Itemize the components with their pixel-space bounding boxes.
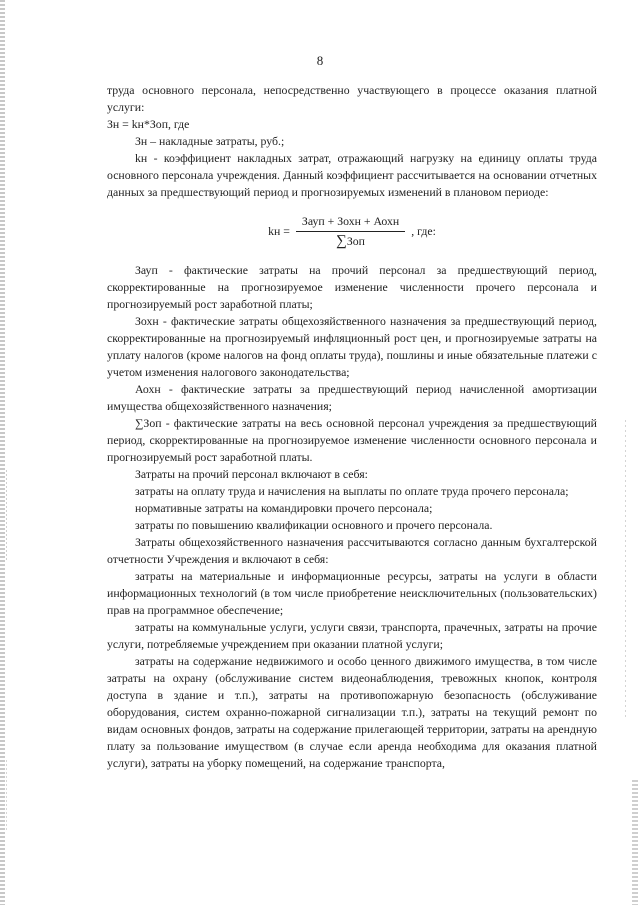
list-item: нормативные затраты на командировки прочего персонала; <box>135 501 433 515</box>
formula-fraction <box>296 213 405 250</box>
paragraph-intro: труда основного персонала, непосредственно участвующего в процессе оказания платной услуги: <box>107 83 597 114</box>
page-number: 8 <box>316 53 324 68</box>
paragraph-general-costs: Затраты общехозяйственного назначения рассчитываются согласно данным бухгалтерской отчетности Учреждения и включают в себя: <box>107 535 597 566</box>
list-item: затраты по повышению квалификации основного и прочего персонала. <box>135 518 493 532</box>
scan-mark-right <box>625 420 626 720</box>
formula-lhs: kн = <box>268 224 290 238</box>
list-item: затраты на коммунальные услуги, услуги связи, транспорта, прачечных, затраты на прочие услуги, потребляемые учреждением при оказании платной услуги; <box>107 620 597 651</box>
formula-denominator-term: Зоп <box>346 234 365 248</box>
list-item: затраты на оплату труда и начисления на выплаты по оплате труда прочего персонала; <box>135 484 569 498</box>
scan-edge-left <box>0 0 5 905</box>
scan-mark-left-lower <box>6 760 7 830</box>
definition-zohn: Зохн - фактические затраты общехозяйственного назначения за предшествующий период, скорректированные на прогнозируемый инфляционный рост цен, и прогнозируемые затраты на уплату налогов (кроме налогов на фонд оплаты труда), пошлины и иные обязательные платежи с учетом изменения налогового законодательства; <box>107 314 597 379</box>
definition-kn: kн - коэффициент накладных затрат, отражающий нагрузку на единицу оплаты труда основного персонала учреждения. Данный коэффициент рассчитывается на основании отчетных данных за предшествующий период и прогнозируемых изменений в плановом периоде: <box>107 151 597 199</box>
formula-denominator <box>336 232 365 250</box>
list-item: затраты на материальные и информационные ресурсы, затраты на услуги в области информационных технологий (в том числе приобретение неисключительных (пользовательских) прав на программное обеспечение; <box>107 569 597 617</box>
scan-edge-right <box>632 780 638 905</box>
definition-zn: Зн – накладные затраты, руб.; <box>135 134 285 148</box>
formula-numerator: Зауп + Зохн + Аохн <box>296 213 405 232</box>
formula-suffix: , где: <box>411 224 436 238</box>
definition-aohn: Аохн - фактические затраты за предшествующий период начисленной амортизации имущества общехозяйственного назначения; <box>107 382 597 413</box>
definition-sum-zop: ∑Зоп - фактические затраты на весь основной персонал учреждения за предшествующий период, скорректированные на прогнозируемое изменение численности основного персонала и прогнозируемый рост заработной платы. <box>107 416 597 464</box>
sigma-symbol: ∑ <box>336 233 347 249</box>
list-item: затраты на содержание недвижимого и особо ценного движимого имущества, в том числе затраты на охрану (обслуживание систем видеонаблюдения, тревожных кнопок, контроля доступа в здание и т.п.), затраты на противопожарную безопасность (обслуживание оборудования, систем охранно-пожарной сигнализации т.п.), затраты на текущий ремонт по видам основных фондов, затраты на содержание прилегающей территории, затраты на арендную плату за пользование имуществом (в случае если аренда необходима для оказания платной услуги), затраты на уборку помещений, на содержание транспорта, <box>107 654 597 770</box>
formula-overhead: Зн = kн*Зоп, где <box>107 117 190 131</box>
scan-mark-left <box>6 470 7 560</box>
formula-coefficient <box>107 213 597 250</box>
document-body <box>107 82 597 772</box>
definition-zaup: Зауп - фактические затраты на прочий персонал за предшествующий период, скорректированные на прогнозируемое изменение численности прочего персонала и прогнозируемый рост заработной платы; <box>107 263 597 311</box>
paragraph-other-staff: Затраты на прочий персонал включают в себя: <box>135 467 368 481</box>
